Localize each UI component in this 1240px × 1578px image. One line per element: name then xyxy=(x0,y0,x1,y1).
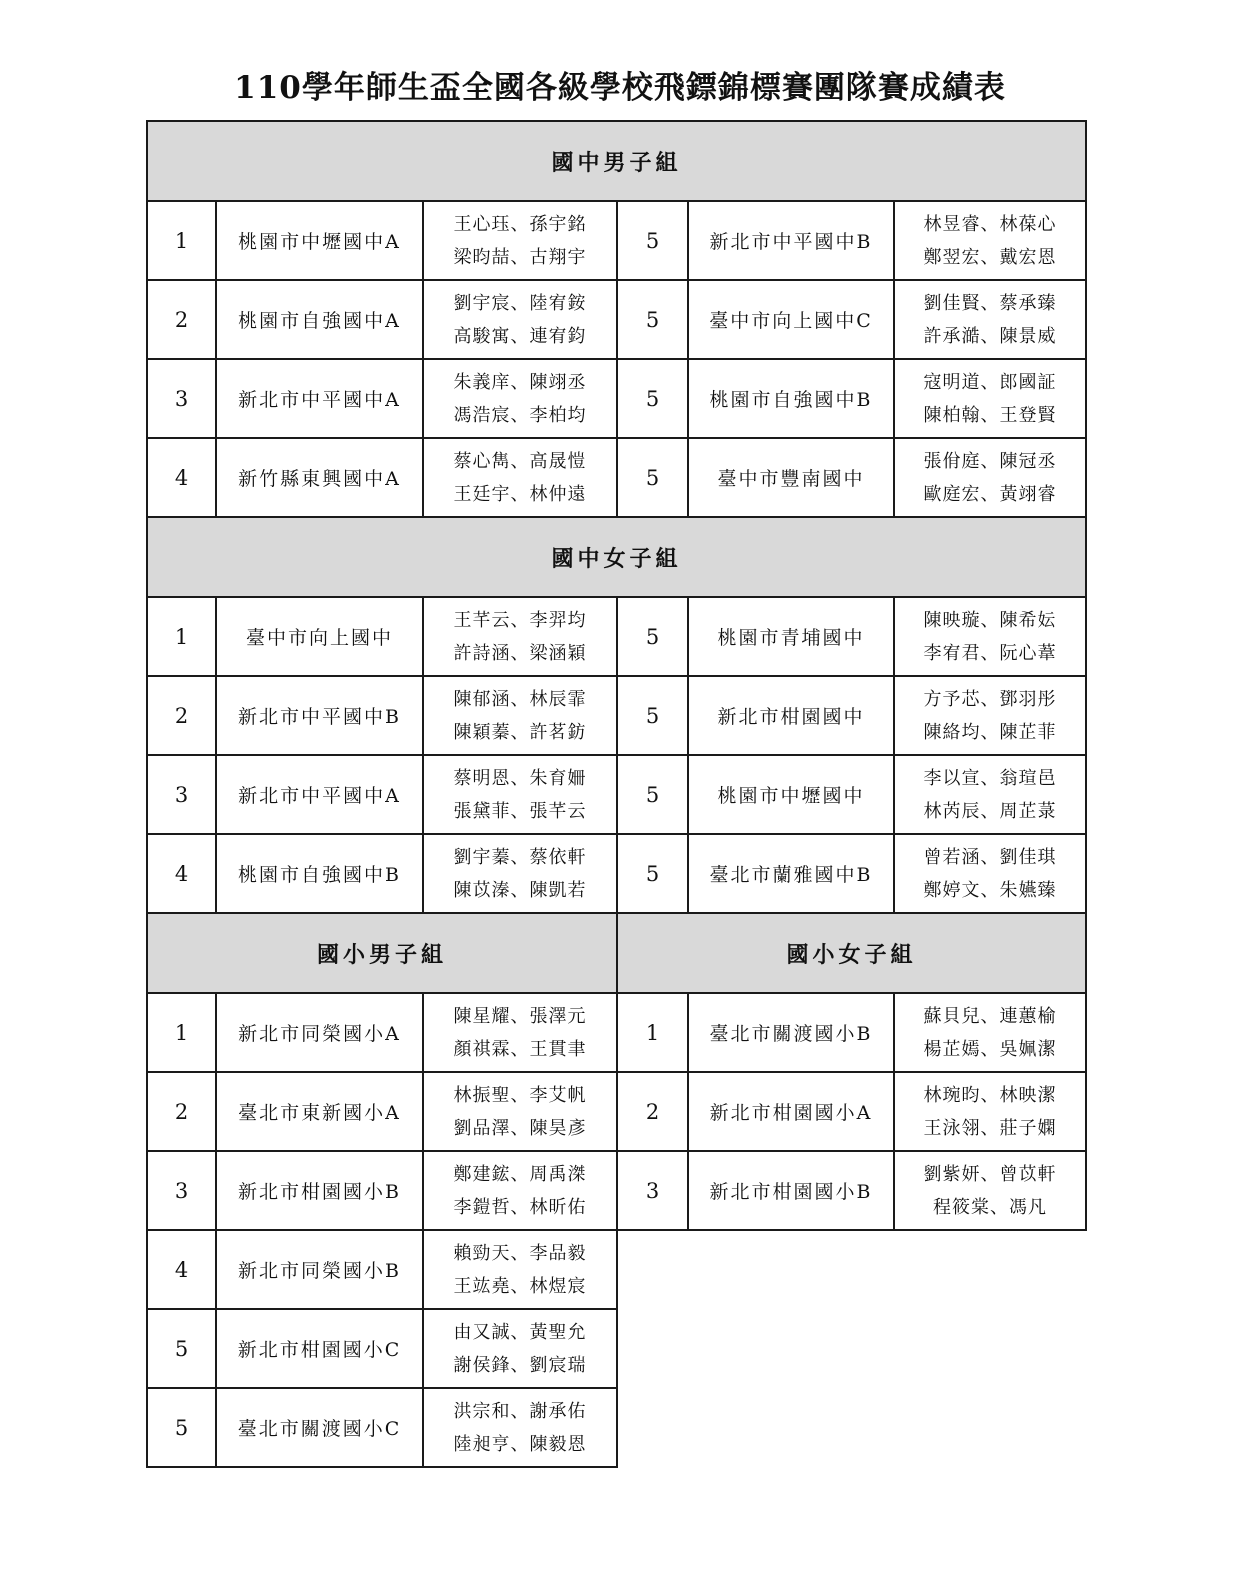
member-line: 陳苡溱、陳凱若 xyxy=(453,879,587,901)
member-line: 林琬昀、林映潔 xyxy=(923,1084,1057,1106)
school-cell: 桃園市自強國中B xyxy=(688,359,894,438)
school-cell: 新北市柑園國小A xyxy=(688,1072,894,1151)
empty-cell xyxy=(617,1388,1086,1467)
school-cell: 新北市同榮國小A xyxy=(216,993,423,1072)
members-cell xyxy=(423,201,617,280)
section-header-jh-boys xyxy=(147,121,1086,201)
table-row xyxy=(147,1230,1086,1309)
rank-cell: 5 xyxy=(617,280,688,359)
members-cell xyxy=(423,1309,617,1388)
section-title-es-boys: 國小男子組 xyxy=(147,913,617,993)
members-cell xyxy=(423,755,617,834)
school-cell: 新北市柑園國中 xyxy=(688,676,894,755)
school-cell: 新北市中平國中B xyxy=(216,676,423,755)
members-cell xyxy=(423,438,617,517)
school-cell: 臺中市向上國中C xyxy=(688,280,894,359)
table-row xyxy=(147,359,1086,438)
members-cell xyxy=(423,1151,617,1230)
member-line: 陳郁涵、林辰霏 xyxy=(453,688,587,710)
table-row xyxy=(147,1151,1086,1230)
es-rows xyxy=(147,993,1086,1467)
member-line: 朱義庠、陳翊丞 xyxy=(453,371,587,393)
school-cell: 新北市中平國中A xyxy=(216,755,423,834)
school-cell: 新北市柑園國小B xyxy=(216,1151,423,1230)
rank-cell: 2 xyxy=(147,280,216,359)
school-cell: 臺北市關渡國小B xyxy=(688,993,894,1072)
member-line: 賴勁天、李品毅 xyxy=(453,1242,587,1264)
school-cell: 臺北市東新國小A xyxy=(216,1072,423,1151)
table-row xyxy=(147,1388,1086,1467)
member-line: 陳柏翰、王登賢 xyxy=(923,404,1057,426)
member-line: 許承澔、陳景威 xyxy=(923,325,1057,347)
school-cell: 桃園市自強國中A xyxy=(216,280,423,359)
member-line: 林振聖、李艾帆 xyxy=(453,1084,587,1106)
member-line: 林昱睿、林葆心 xyxy=(923,213,1057,235)
rank-cell: 1 xyxy=(147,597,216,676)
table-row xyxy=(147,834,1086,913)
school-cell: 桃園市自強國中B xyxy=(216,834,423,913)
members-cell xyxy=(423,676,617,755)
empty-cell xyxy=(617,1230,1086,1309)
member-line: 謝侯鋒、劉宸瑞 xyxy=(453,1354,587,1376)
jh-girls-rows xyxy=(147,597,1086,913)
member-line: 寇明道、郎國証 xyxy=(923,371,1057,393)
member-line: 馮浩宸、李柏均 xyxy=(453,404,587,426)
member-line: 歐庭宏、黃翊睿 xyxy=(923,483,1057,505)
member-line: 王泳翎、莊子嫻 xyxy=(923,1117,1057,1139)
section-header-jh-girls xyxy=(147,517,1086,597)
rank-cell: 1 xyxy=(147,201,216,280)
school-cell: 臺北市關渡國小C xyxy=(216,1388,423,1467)
rank-cell: 2 xyxy=(617,1072,688,1151)
table-row xyxy=(147,993,1086,1072)
rank-cell: 2 xyxy=(147,676,216,755)
school-cell: 新北市柑園國小C xyxy=(216,1309,423,1388)
rank-cell: 5 xyxy=(617,597,688,676)
member-line: 洪宗和、謝承佑 xyxy=(453,1400,587,1422)
school-cell: 新北市中平國中A xyxy=(216,359,423,438)
rank-cell: 5 xyxy=(147,1388,216,1467)
members-cell xyxy=(894,834,1086,913)
school-cell: 新北市中平國中B xyxy=(688,201,894,280)
rank-cell: 3 xyxy=(147,755,216,834)
table-row xyxy=(147,201,1086,280)
school-cell: 新北市柑園國小B xyxy=(688,1151,894,1230)
member-line: 王廷宇、林仲遠 xyxy=(453,483,587,505)
member-line: 李宥君、阮心葦 xyxy=(923,642,1057,664)
member-line: 張佾庭、陳冠丞 xyxy=(923,450,1057,472)
rank-cell: 4 xyxy=(147,834,216,913)
members-cell xyxy=(423,1388,617,1467)
members-cell xyxy=(423,597,617,676)
table-row xyxy=(147,676,1086,755)
rank-cell: 5 xyxy=(617,201,688,280)
table-row xyxy=(147,597,1086,676)
rank-cell: 3 xyxy=(147,359,216,438)
member-line: 劉佳賢、蔡承臻 xyxy=(923,292,1057,314)
members-cell xyxy=(894,993,1086,1072)
rank-cell: 5 xyxy=(147,1309,216,1388)
school-cell: 桃園市中壢國中 xyxy=(688,755,894,834)
members-cell xyxy=(894,755,1086,834)
empty-cell xyxy=(617,1309,1086,1388)
rank-cell: 4 xyxy=(147,1230,216,1309)
rank-cell: 5 xyxy=(617,676,688,755)
member-line: 梁昀喆、古翔宇 xyxy=(453,246,587,268)
member-line: 陳穎蓁、許茗鈁 xyxy=(453,721,587,743)
school-cell: 臺北市蘭雅國中B xyxy=(688,834,894,913)
member-line: 蘇貝兒、連蕙榆 xyxy=(923,1005,1057,1027)
member-line: 鄭翌宏、戴宏恩 xyxy=(923,246,1057,268)
section-title-es-girls: 國小女子組 xyxy=(617,913,1086,993)
member-line: 陳絡均、陳芷菲 xyxy=(923,721,1057,743)
table-row xyxy=(147,1309,1086,1388)
section-title: 國中男子組 xyxy=(147,121,1086,201)
members-cell xyxy=(894,597,1086,676)
member-line: 鄭建鋐、周禹滐 xyxy=(453,1163,587,1185)
member-line: 陸昶亨、陳毅恩 xyxy=(453,1433,587,1455)
school-cell: 新北市同榮國小B xyxy=(216,1230,423,1309)
members-cell xyxy=(423,1230,617,1309)
member-line: 劉宇宸、陸宥銨 xyxy=(453,292,587,314)
member-line: 高駿寓、連宥鈞 xyxy=(453,325,587,347)
school-cell: 臺中市豐南國中 xyxy=(688,438,894,517)
members-cell xyxy=(423,834,617,913)
rank-cell: 5 xyxy=(617,359,688,438)
section-title: 國中女子組 xyxy=(147,517,1086,597)
member-line: 程筱棠、馮凡 xyxy=(933,1196,1047,1218)
member-line: 曾若涵、劉佳琪 xyxy=(923,846,1057,868)
rank-cell: 1 xyxy=(147,993,216,1072)
rank-cell: 3 xyxy=(617,1151,688,1230)
member-line: 陳星耀、張澤元 xyxy=(453,1005,587,1027)
rank-cell: 4 xyxy=(147,438,216,517)
member-line: 林芮辰、周芷菉 xyxy=(923,800,1057,822)
table-row xyxy=(147,438,1086,517)
table-row xyxy=(147,755,1086,834)
member-line: 劉紫妍、曾苡軒 xyxy=(923,1163,1057,1185)
members-cell xyxy=(423,993,617,1072)
jh-boys-rows xyxy=(147,201,1086,517)
member-line: 顏祺霖、王貫聿 xyxy=(453,1038,587,1060)
rank-cell: 5 xyxy=(617,834,688,913)
page-title: 110學年師生盃全國各級學校飛鏢錦標賽團隊賽成績表 xyxy=(234,70,1006,106)
school-cell: 新竹縣東興國中A xyxy=(216,438,423,517)
members-cell xyxy=(894,1072,1086,1151)
rank-cell: 1 xyxy=(617,993,688,1072)
members-cell xyxy=(894,438,1086,517)
member-line: 劉宇蓁、蔡依軒 xyxy=(453,846,587,868)
member-line: 許詩涵、梁涵穎 xyxy=(453,642,587,664)
member-line: 王芊云、李羿均 xyxy=(453,609,587,631)
members-cell xyxy=(423,359,617,438)
members-cell xyxy=(894,359,1086,438)
member-line: 楊芷嫣、吳姵潔 xyxy=(923,1038,1057,1060)
member-line: 李鎧哲、林昕佑 xyxy=(453,1196,587,1218)
members-cell xyxy=(423,1072,617,1151)
members-cell xyxy=(894,280,1086,359)
member-line: 蔡明恩、朱育姍 xyxy=(453,767,587,789)
rank-cell: 5 xyxy=(617,755,688,834)
rank-cell: 5 xyxy=(617,438,688,517)
member-line: 李以宣、翁瑄邑 xyxy=(923,767,1057,789)
member-line: 王竑堯、林煜宸 xyxy=(453,1275,587,1297)
school-cell: 臺中市向上國中 xyxy=(216,597,423,676)
member-line: 劉品澤、陳昊彥 xyxy=(453,1117,587,1139)
table-row xyxy=(147,1072,1086,1151)
school-cell: 桃園市青埔國中 xyxy=(688,597,894,676)
member-line: 由又誠、黃聖允 xyxy=(453,1321,587,1343)
results-table xyxy=(146,120,1087,1468)
member-line: 方予芯、鄧羽彤 xyxy=(923,688,1057,710)
rank-cell: 2 xyxy=(147,1072,216,1151)
member-line: 張黛菲、張芊云 xyxy=(453,800,587,822)
members-cell xyxy=(894,1151,1086,1230)
members-cell xyxy=(894,676,1086,755)
member-line: 鄭婷文、朱嬿臻 xyxy=(923,879,1057,901)
member-line: 王心珏、孫宇銘 xyxy=(453,213,587,235)
table-row xyxy=(147,280,1086,359)
rank-cell: 3 xyxy=(147,1151,216,1230)
member-line: 陳映璇、陳希妘 xyxy=(923,609,1057,631)
school-cell: 桃園市中壢國中A xyxy=(216,201,423,280)
members-cell xyxy=(423,280,617,359)
members-cell xyxy=(894,201,1086,280)
section-header-es xyxy=(147,913,1086,993)
member-line: 蔡心雋、高晟愷 xyxy=(453,450,587,472)
